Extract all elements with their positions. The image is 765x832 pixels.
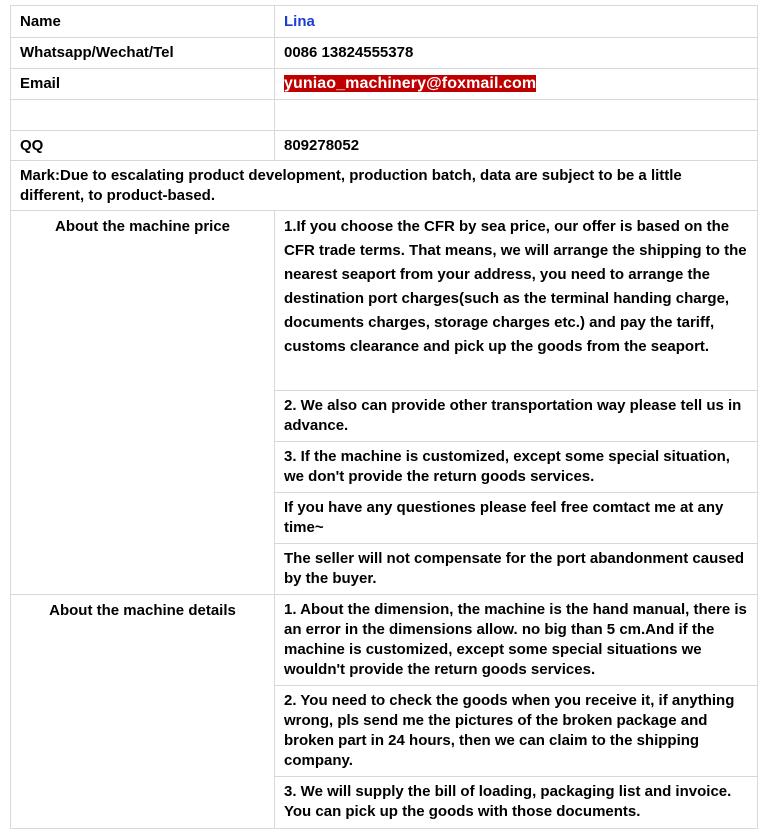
empty-cell xyxy=(275,100,758,131)
details-item: 1. About the dimension, the machine is the hand manual, there is an error in the dimensions allow. no big than 5 cm.And if the machine is customized, except some special situations we wouldn't provide the return goods services. xyxy=(275,595,758,686)
price-item: If you have any questiones please feel free comtact me at any time~ xyxy=(275,493,758,544)
empty-row xyxy=(11,100,758,131)
empty-cell xyxy=(11,100,275,131)
price-item: 1.If you choose the CFR by sea price, our offer is based on the CFR trade terms. That means, we will arrange the shipping to the nearest seaport from your address, you need to arrange the destination port charges(such as the terminal handing charge, documents charges, storage charges etc.) and pay the tariff, customs clearance and pick up the goods from the seaport. xyxy=(275,211,758,391)
name-row xyxy=(11,6,758,38)
name-label: Name xyxy=(11,6,275,38)
email-row xyxy=(11,69,758,100)
mark-row xyxy=(11,161,758,211)
price-row xyxy=(11,211,758,391)
price-item: 3. If the machine is customized, except some special situation, we don't provide the return goods services. xyxy=(275,442,758,493)
price-item: 2. We also can provide other transportation way please tell us in advance. xyxy=(275,391,758,442)
qq-row xyxy=(11,131,758,161)
email-cell xyxy=(275,69,758,100)
phone-value: 0086 13824555378 xyxy=(275,38,758,69)
phone-label: Whatsapp/Wechat/Tel xyxy=(11,38,275,69)
email-value: yuniao_machinery@foxmail.com xyxy=(284,75,537,92)
price-label: About the machine price xyxy=(11,211,275,595)
price-item: The seller will not compensate for the port abandonment caused by the buyer. xyxy=(275,544,758,595)
email-label: Email xyxy=(11,69,275,100)
mark-note: Mark:Due to escalating product development, production batch, data are subject to be a little different, to product-based. xyxy=(11,161,758,211)
qq-value: 809278052 xyxy=(275,131,758,161)
details-row xyxy=(11,595,758,686)
phone-row xyxy=(11,38,758,69)
details-label: About the machine details xyxy=(11,595,275,829)
details-item: 3. We will supply the bill of loading, packaging list and invoice. You can pick up the goods with those documents. xyxy=(275,777,758,829)
qq-label: QQ xyxy=(11,131,275,161)
info-table xyxy=(10,5,758,829)
name-value: Lina xyxy=(275,6,758,38)
details-item: 2. You need to check the goods when you receive it, if anything wrong, pls send me the pictures of the broken package and broken part in 24 hours, then we can claim to the shipping company. xyxy=(275,686,758,777)
